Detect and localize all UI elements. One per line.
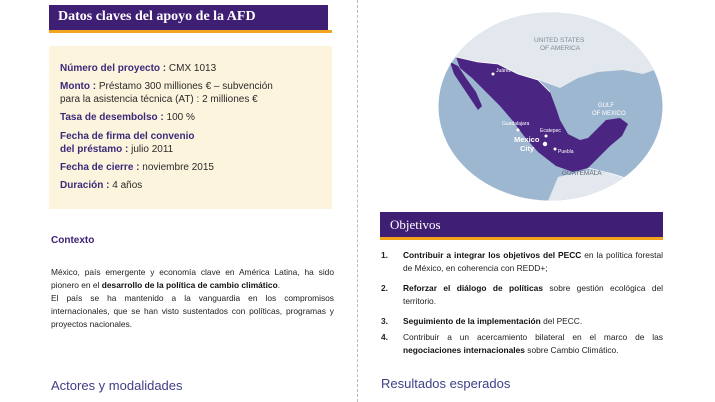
gulf-label-1: GULF bbox=[598, 103, 615, 109]
gulf-label-2: OF MEXICO bbox=[592, 111, 626, 117]
usa-label-2: OF AMERICA bbox=[540, 45, 581, 52]
contexto-paragraph-2: El país se ha mantenido a la vanguardia en los compromisos internacionales, que se han visto sustentados con políticas, programas y proyectos nacionales. bbox=[51, 293, 334, 329]
disbursement-rate-line: Tasa de desembolso : 100 % bbox=[60, 112, 195, 123]
actores-heading: Actores y modalidades bbox=[51, 378, 183, 393]
guatemala-label: GUATEMALA bbox=[562, 170, 602, 177]
signing-date-line: Fecha de firma del convenio bbox=[60, 131, 195, 142]
objective-item-4: 4. Contribuir a un acercamiento bilateral en el marco de las negociaciones internacionales sobre Cambio Climático. bbox=[381, 332, 663, 355]
amount-line: Monto : Préstamo 300 milliones € – subvención bbox=[60, 81, 273, 92]
header-accent-line bbox=[49, 30, 332, 33]
afd-key-data-title: Datos claves del apoyo de la AFD bbox=[58, 9, 256, 24]
objective-item-2: 2. Reforzar el diálogo de políticas sobre gestión ecológica del territorio. bbox=[381, 283, 663, 306]
puebla-dot bbox=[554, 148, 557, 151]
mexico-city-label-2: City bbox=[520, 144, 535, 153]
objetivos-header bbox=[380, 212, 663, 237]
juarez-dot bbox=[492, 73, 495, 76]
guadalajara-label: Guadalajara bbox=[502, 121, 530, 127]
resultados-heading: Resultados esperados bbox=[381, 376, 511, 391]
puebla-label: Puebla bbox=[558, 149, 574, 155]
juarez-label: Juárez bbox=[496, 68, 512, 74]
ecatepec-dot bbox=[545, 135, 548, 138]
afd-key-data-header bbox=[49, 5, 328, 30]
contexto-heading: Contexto bbox=[51, 235, 95, 246]
column-divider bbox=[357, 0, 358, 402]
objetivos-title: Objetivos bbox=[390, 217, 441, 232]
usa-label-1: UNITED STATES bbox=[534, 37, 585, 44]
signing-date-line-2: del préstamo : julio 2011 bbox=[60, 144, 174, 155]
project-number-line: Número del proyecto : CMX 1013 bbox=[60, 63, 217, 74]
objetivos-accent-line bbox=[380, 237, 663, 240]
objective-item-3: 3. Seguimiento de la implementación del PECC. bbox=[381, 316, 583, 326]
duration-line: Duración : 4 años bbox=[60, 180, 143, 191]
mexico-map bbox=[438, 12, 663, 201]
ecatepec-label: Ecatepec bbox=[540, 128, 561, 134]
guadalajara-dot bbox=[517, 129, 520, 132]
mexico-city-dot bbox=[543, 142, 547, 146]
objective-item-1: 1. Contribuir a integrar los objetivos del PECC en la política forestal de México, en coherencia con REDD+; bbox=[381, 250, 663, 273]
contexto-paragraph-1: México, país emergente y economía clave en América Latina, ha sido pionero en el desarrollo de la política de cambio climático. bbox=[51, 267, 334, 290]
key-data-box bbox=[49, 46, 332, 209]
mexico-city-label-1: Mexico bbox=[514, 135, 540, 144]
amount-line-2: para la asistencia técnica (AT) : 2 milliones € bbox=[60, 94, 258, 105]
closing-date-line: Fecha de cierre : noviembre 2015 bbox=[60, 162, 214, 173]
